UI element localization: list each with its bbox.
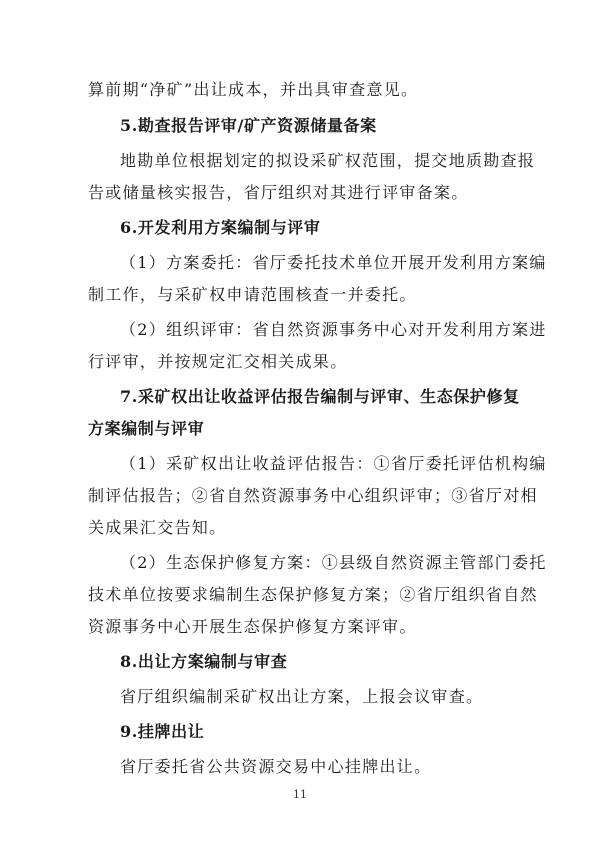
paragraph-continuation: 算前期“净矿”出让成本，并出具审查意见。 [88, 80, 419, 99]
section-heading-7-line-2: 方案编制与评审 [88, 419, 205, 438]
paragraph-7b-line-3: 资源事务中心开展生态保护修复方案评审。 [88, 617, 417, 636]
paragraph-5-line-2: 告或储量核实报告，省厅组织对其进行评审备案。 [88, 183, 469, 202]
paragraph-6a-line-2: 制工作，与采矿权申请范围核查一并委托。 [88, 285, 417, 304]
paragraph-7b-line-2: 技术单位按要求编制生态保护修复方案；②省厅组织省自然 [88, 585, 538, 604]
paragraph-7a-line-2: 制评估报告；②省自然资源事务中心组织评审；③省厅对相 [88, 486, 538, 505]
page-number: 11 [293, 788, 307, 801]
paragraph-7a-line-1: （1）采矿权出让收益评估报告：①省厅委托评估机构编 [120, 454, 547, 473]
paragraph-9: 省厅委托省公共资源交易中心挂牌出让。 [120, 757, 432, 776]
paragraph-5-line-1: 地勘单位根据划定的拟设采矿权范围，提交地质勘查报 [120, 151, 536, 170]
paragraph-6a-line-1: （1）方案委托：省厅委托技术单位开展开发利用方案编 [120, 253, 547, 272]
section-heading-6: 6.开发利用方案编制与评审 [120, 218, 321, 237]
section-heading-5: 5.勘查报告评审/矿产资源储量备案 [120, 116, 377, 135]
paragraph-6b-line-1: （2）组织评审：省自然资源事务中心对开发利用方案进 [120, 320, 547, 339]
paragraph-7b-line-1: （2）生态保护修复方案：①县级自然资源主管部门委托 [120, 553, 547, 572]
paragraph-6b-line-2: 行评审，并按规定汇交相关成果。 [88, 352, 348, 371]
paragraph-7a-line-3: 关成果汇交告知。 [88, 518, 227, 537]
section-heading-7-line-1: 7.采矿权出让收益评估报告编制与评审、生态保护修复 [120, 387, 520, 406]
section-heading-9: 9.挂牌出让 [120, 722, 205, 741]
paragraph-8: 省厅组织编制采矿权出让方案，上报会议审查。 [120, 687, 484, 706]
section-heading-8: 8.出让方案编制与审查 [120, 652, 288, 671]
